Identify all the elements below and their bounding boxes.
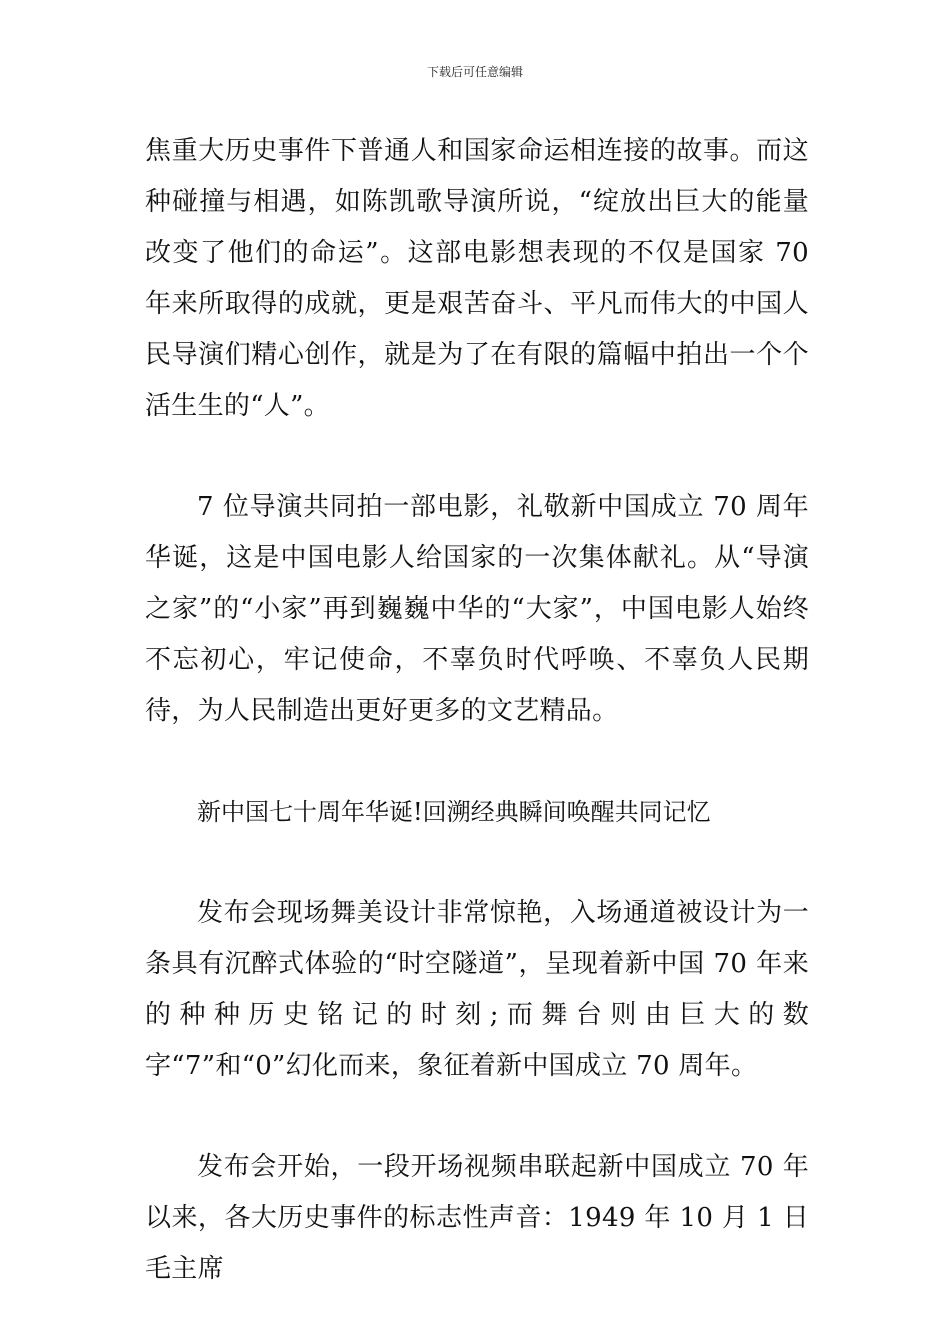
paragraph-directors: 7 位导演共同拍一部电影，礼敬新中国成立 70 周年华诞，这是中国电影人给国家的一次集体献礼。从“导演之家”的“小家”再到巍巍中华的“大家”，中国电影人始终不忘初心，牢记使命，不辜负时代呼唤、不辜负人民期待，为人民制造出更好更多的文艺精品。	[145, 492, 809, 726]
paragraph-continuation: 焦重大历史事件下普通人和国家命运相连接的故事。而这种碰撞与相遇，如陈凯歌导演所说，“绽放出巨大的能量改变了他们的命运”。这部电影想表现的不仅是国家 70 年来所取得的成就，更是艰苦奋斗、平凡而伟大的中国人民导演们精心创作，就是为了在有限的篇幅中拍出一个个活生生的“人”。	[145, 136, 809, 421]
paragraph-stage-design: 发布会现场舞美设计非常惊艳，入场通道被设计为一条具有沉醉式体验的“时空隧道”，呈现着新中国 70 年来的种种历史铭记的时刻;而舞台则由巨大的数字“7”和“0”幻化而来，象征着新中国成立 70 周年。	[145, 898, 809, 1081]
paragraph-opening-video: 发布会开始，一段开场视频串联起新中国成立 70 年以来，各大历史事件的标志性声音：1949 年 10 月 1 日毛主席	[145, 1152, 809, 1284]
page-header: 下载后可任意编辑	[426, 65, 523, 79]
section-heading: 新中国七十周年华诞!回溯经典瞬间唤醒共同记忆	[197, 798, 711, 826]
document-body	[145, 126, 809, 1295]
